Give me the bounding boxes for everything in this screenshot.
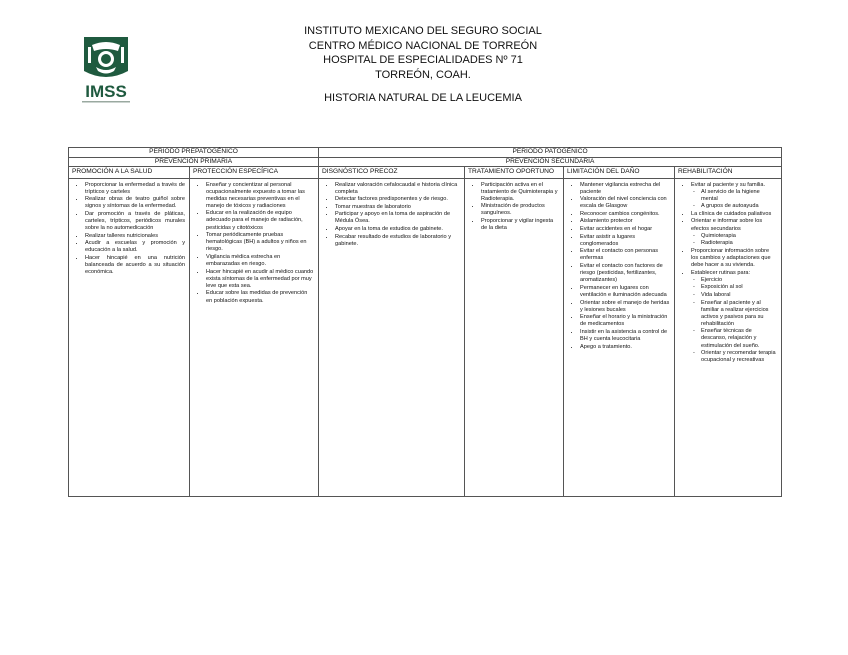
list-item: • Participación activa en el tratamiento de Quimioterapia y Radioterapia. [481, 182, 559, 203]
list-item: • Dar promoción a través de pláticas, carteles, trípticos, periódicos murales sobre la no automedicación [85, 211, 185, 232]
period-prepathogenic: PERIODO PREPATOGÉNICO [69, 148, 319, 158]
period-pathogenic: PERIODO PATOGÉNICO [319, 148, 782, 158]
list-item: • Apoyar en la toma de estudios de gabinete. [335, 226, 460, 233]
list-item: • Realizar obras de teatro guiñol sobre signos y síntomas de la enfermedad. [85, 196, 185, 210]
cell-diagnostico [319, 178, 465, 496]
list-item: • Orientar sobre el manejo de heridas y lesiones bucales [580, 300, 670, 314]
cell-rehabilitacion [675, 178, 782, 496]
sub-item: - Enseñar técnicas de descanso, relajación y estimulación del sueño. [701, 328, 777, 349]
list-item [691, 270, 777, 365]
institution-name: INSTITUTO MEXICANO DEL SEGURO SOCIAL [304, 25, 542, 37]
list-item: • Evitar asistir a lugares conglomerados [580, 234, 670, 248]
list-item: • Educar en la realización de equipo adecuado para el manejo de radiación, pesticidas y citotóxicos [206, 210, 314, 231]
list-item: • Evitar el contacto con factores de riesgo (pesticidas, fertilizantes, aromatizantes) [580, 263, 670, 284]
col-header-diagnostico: DISGNÓSTICO PRECOZ [319, 167, 465, 179]
list-item: • Permanecer en lugares con ventilación e iluminación adecuada [580, 285, 670, 299]
list-item: • Acudir a escuelas y promoción y educación a la salud. [85, 240, 185, 254]
logo-text: IMSS [85, 82, 127, 101]
sub-item: - Radioterapia [701, 240, 777, 247]
sub-item: - Enseñar al paciente y al familiar a realizar ejercicios activos y pasivos para su rehabilitación [701, 300, 777, 328]
sub-item: - Al servicio de la higiene mental [701, 189, 777, 203]
col-header-tratamiento: TRATAMIENTO OPORTUNO [465, 167, 564, 179]
col-header-promocion: PROMOCIÓN A LA SALUD [69, 167, 190, 179]
cell-promocion [69, 178, 190, 496]
list-item: • Aislamiento protector [580, 218, 670, 225]
sub-item: - Exposición al sol [701, 284, 777, 291]
list-item: • Realizar talleres nutricionales [85, 233, 185, 240]
list-item: • Hacer hincapié en una nutrición balanceada de acuerdo a su situación económica. [85, 255, 185, 276]
list-item: • Recabar resultado de estudios de laboratorio y gabinete. [335, 234, 460, 248]
list-item: • Proporcionar y vigilar ingesta de la dieta [481, 218, 559, 232]
sub-item: - Vida laboral [701, 292, 777, 299]
list-item: • Participar y apoyo en la toma de aspiración de Médula Ósea. [335, 211, 460, 225]
list-item: • Proporcionar la enfermedad a través de trípticos y carteles [85, 182, 185, 196]
list-item: • Insistir en la asistencia a control de BH y cuenta leucocitaria [580, 329, 670, 343]
list-item: • Ministración de productos sanguíneos. [481, 203, 559, 217]
list-item: • Evitar el contacto con personas enfermas [580, 248, 670, 262]
secondary-prevention: PREVENCIÓN SECUNDARIA [319, 157, 782, 167]
city-name: TORREÓN, COAH. [375, 68, 471, 81]
document-title: HISTORIA NATURAL DE LA LEUCEMIA [324, 92, 522, 104]
natural-history-table [68, 147, 782, 497]
sub-item: - Quimioterapia [701, 233, 777, 240]
col-header-limitacion: LIMITACIÓN DEL DAÑO [564, 167, 675, 179]
cell-tratamiento [465, 178, 564, 496]
list-item-text: Orientar e informar sobre los efectos secundarios [691, 218, 763, 232]
list-item: • Tomar periódicamente pruebas hematológicas (BH) a adultos y niños en riesgo. [206, 232, 314, 253]
list-item: • Enseñar el horario y la ministración de medicamentos [580, 314, 670, 328]
list-item: • Apego a tratamiento. [580, 344, 670, 351]
list-item: • Realizar valoración cefalocaudal e historia clínica completa [335, 182, 460, 196]
primary-prevention: PREVENCIÓN PRIMARIA [69, 157, 319, 167]
list-item: • Proporcionar información sobre los cambios y adaptaciones que debe hacer a su vivienda. [691, 248, 777, 269]
imss-eagle-icon [84, 37, 128, 77]
list-item: • Vigilancia médica estrecha en embarazadas en riesgo. [206, 254, 314, 268]
list-item: • Evitar accidentes en el hogar [580, 226, 670, 233]
list-item: • Reconocer cambios congénitos. [580, 211, 670, 218]
list-item: • La clínica de cuidados paliativos [691, 211, 777, 218]
col-header-rehabilitacion: REHABILITACIÓN [675, 167, 782, 179]
hospital-name: HOSPITAL DE ESPECIALIDADES Nº 71 [323, 54, 523, 66]
col-header-proteccion: PROTECCIÓN ESPECÍFICA [190, 167, 319, 179]
list-item: • Tomar muestras de laboratorio [335, 204, 460, 211]
list-item-text: Establecer rutinas para: [691, 269, 751, 276]
sub-item: - Orientar y recomendar terapia ocupacional y recreativas [701, 350, 777, 364]
list-item: • Detectar factores predisponentes y de riesgo. [335, 196, 460, 203]
sub-item: - A grupos de autoayuda [701, 203, 777, 210]
document-header [250, 24, 596, 104]
list-item: • Enseñar y concientizar al personal ocupacionalmente expuesto a tomar las medidas necesarias preventivas en el manejo de tóxicos y radiaciones [206, 182, 314, 210]
imss-logo [78, 33, 134, 107]
cell-limitacion [564, 178, 675, 496]
sub-item: - Ejercicio [701, 277, 777, 284]
list-item: • Valoración del nivel conciencia con escala de Glasgow [580, 196, 670, 210]
list-item: • Educar sobre las medidas de prevención en población expuesta. [206, 290, 314, 304]
cell-proteccion [190, 178, 319, 496]
list-item-text: Evitar al paciente y su familia. [691, 181, 766, 188]
list-item [691, 182, 777, 211]
list-item: • Mantener vigilancia estrecha del paciente [580, 182, 670, 196]
medical-center-name: CENTRO MÉDICO NACIONAL DE TORREÓN [308, 39, 538, 52]
list-item [691, 218, 777, 247]
list-item: • Hacer hincapié en acudir al médico cuando exista síntomas de la enfermedad por muy leve que esta sea. [206, 269, 314, 290]
